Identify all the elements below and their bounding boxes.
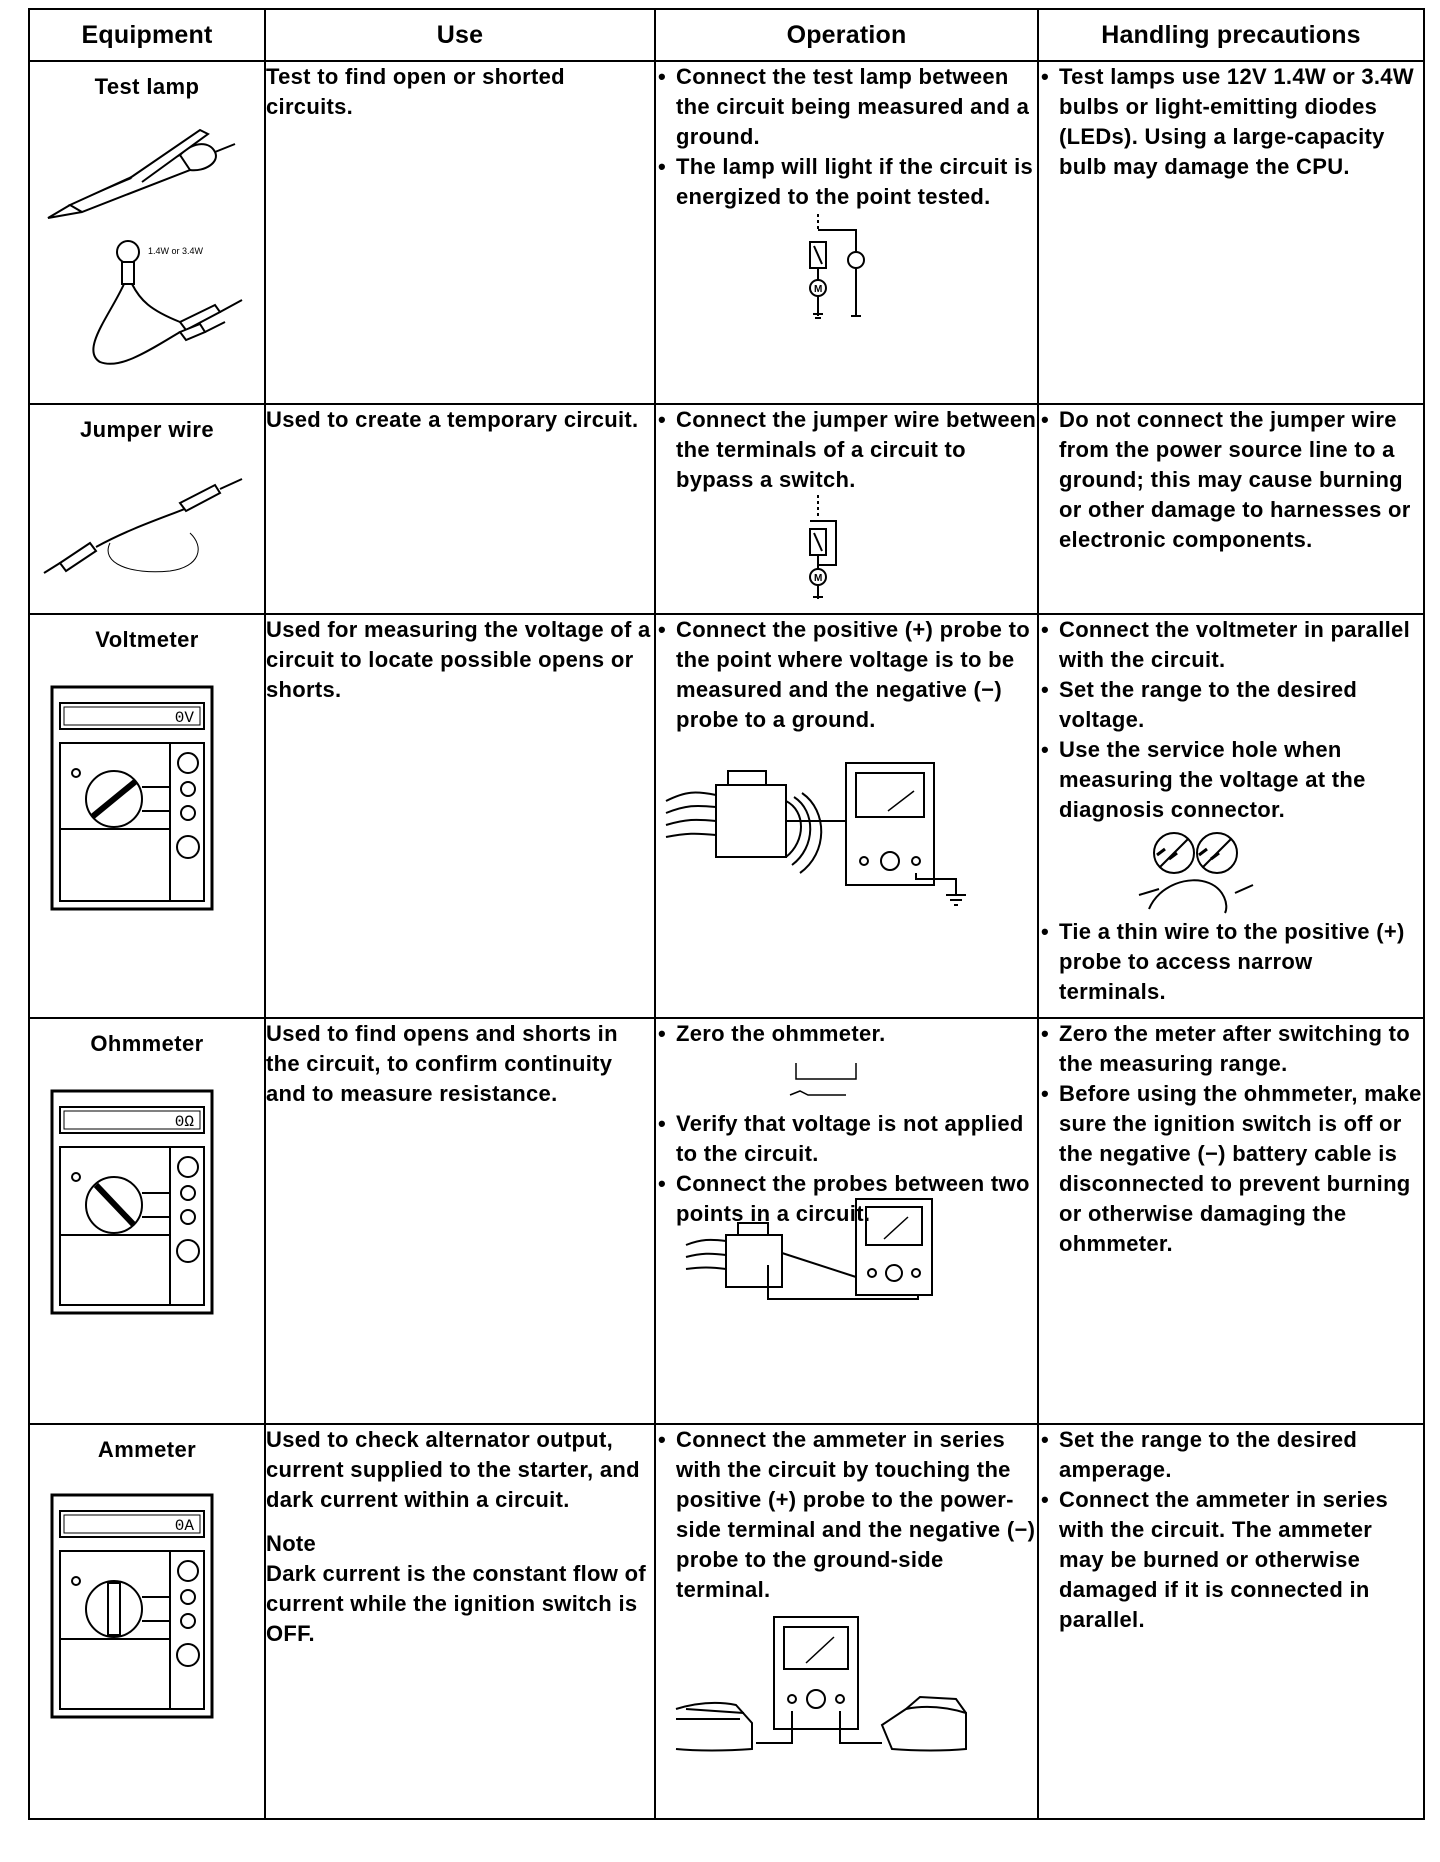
operation-step: • Connect the jumper wire between the terminals of a circuit to bypass a switch. xyxy=(656,405,1037,495)
use-cell xyxy=(265,1424,655,1819)
svg-text:M: M xyxy=(814,573,823,584)
precautions-cell xyxy=(1038,1424,1424,1819)
precautions-cell xyxy=(1038,61,1424,404)
voltmeter-illustration xyxy=(30,677,262,917)
precaution-item: • Set the range to the desired voltage. xyxy=(1039,675,1423,735)
use-text: Used to check alternator output, current supplied to the starter, and dark current within a circuit. xyxy=(266,1427,640,1512)
ammeter-illustration xyxy=(30,1485,262,1725)
table-row-test-lamp xyxy=(29,61,1424,404)
use-cell: Test to find open or shorted circuits. xyxy=(265,61,655,404)
use-cell: Used to create a temporary circuit. xyxy=(265,404,655,614)
header-handling-precautions: Handling precautions xyxy=(1038,9,1424,61)
table-row-ohmmeter xyxy=(29,1018,1424,1424)
precaution-item: • Connect the ammeter in series with the circuit. The ammeter may be burned or otherwise damaged if it is connected in parallel. xyxy=(1039,1485,1423,1635)
voltmeter-display-readout: 0V xyxy=(174,709,194,727)
operation-step: • Verify that voltage is not applied to the circuit. xyxy=(656,1109,1037,1169)
operation-cell xyxy=(655,1424,1038,1819)
service-hole-illustration xyxy=(1039,825,1399,917)
precautions-cell xyxy=(1038,404,1424,614)
precaution-item: • Before using the ohmmeter, make sure the ignition switch is off or the negative (−) battery cable is disconnected to prevent burning or otherwise damaging the ohmmeter. xyxy=(1039,1079,1423,1259)
equipment-table xyxy=(28,8,1425,1820)
precaution-item: • Zero the meter after switching to the measuring range. xyxy=(1039,1019,1423,1079)
ohmmeter-zero-diagram xyxy=(656,1049,1016,1109)
svg-text:M: M xyxy=(814,284,823,295)
operation-step: • Connect the ammeter in series with the circuit by touching the positive (+) probe to the power-side terminal and the negative (−) probe to the ground-side terminal. xyxy=(656,1425,1037,1605)
ammeter-connection-diagram xyxy=(656,1613,1016,1759)
equipment-name: Ohmmeter xyxy=(90,1031,204,1056)
operation-cell xyxy=(655,1018,1038,1424)
ammeter-display-readout: 0A xyxy=(174,1517,194,1535)
operation-step: • The lamp will light if the circuit is energized to the point tested. xyxy=(656,152,1037,212)
precaution-item: • Do not connect the jumper wire from the power source line to a ground; this may cause burning or other damage to harnesses or electronic components. xyxy=(1039,405,1423,555)
use-cell: Used to find opens and shorts in the circuit, to confirm continuity and to measure resistance. xyxy=(265,1018,655,1424)
test-lamp-probe-illustration xyxy=(30,100,262,370)
precaution-item: • Use the service hole when measuring the voltage at the diagnosis connector. xyxy=(1039,735,1423,825)
equipment-name: Ammeter xyxy=(97,1437,197,1462)
operation-cell xyxy=(655,61,1038,404)
note-text: Dark current is the constant flow of current while the ignition switch is OFF. xyxy=(266,1561,646,1646)
note-title: Note xyxy=(266,1531,317,1556)
table-row-jumper-wire xyxy=(29,404,1424,614)
table-row-voltmeter xyxy=(29,614,1424,1018)
precautions-cell xyxy=(1038,614,1424,1018)
operation-step: • Connect the positive (+) probe to the point where voltage is to be measured and the negative (−) probe to a ground. xyxy=(656,615,1037,735)
use-cell: Used for measuring the voltage of a circuit to locate possible opens or shorts. xyxy=(265,614,655,1018)
jumper-wire-illustration xyxy=(30,443,262,583)
table-header-row xyxy=(29,9,1424,61)
equipment-cell xyxy=(29,61,265,404)
operation-step: • Connect the probes between two points in a circuit. xyxy=(656,1169,1037,1229)
precaution-item: • Test lamps use 12V 1.4W or 3.4W bulbs or light-emitting diodes (LEDs). Using a large-capacity bulb may damage the CPU. xyxy=(1039,62,1423,182)
equipment-cell xyxy=(29,404,265,614)
precautions-cell xyxy=(1038,1018,1424,1424)
equipment-cell xyxy=(29,614,265,1018)
equipment-cell xyxy=(29,1424,265,1819)
table-row-ammeter xyxy=(29,1424,1424,1819)
equipment-name: Test lamp xyxy=(94,74,200,99)
precaution-item: • Set the range to the desired amperage. xyxy=(1039,1425,1423,1485)
lamp-bulb-rating-label: 1.4W or 3.4W xyxy=(148,246,204,256)
equipment-cell xyxy=(29,1018,265,1424)
operation-cell xyxy=(655,614,1038,1018)
operation-step: • Connect the test lamp between the circuit being measured and a ground. xyxy=(656,62,1037,152)
precaution-item: • Connect the voltmeter in parallel with the circuit. xyxy=(1039,615,1423,675)
operation-cell xyxy=(655,404,1038,614)
ohmmeter-illustration xyxy=(30,1081,262,1321)
header-equipment: Equipment xyxy=(29,9,265,61)
header-use: Use xyxy=(265,9,655,61)
equipment-name: Jumper wire xyxy=(79,417,214,442)
voltmeter-connection-diagram xyxy=(656,761,1016,911)
operation-step: • Zero the ohmmeter. xyxy=(656,1019,1037,1049)
precaution-item: • Tie a thin wire to the positive (+) probe to access narrow terminals. xyxy=(1039,917,1423,1007)
equipment-name: Voltmeter xyxy=(95,627,199,652)
header-operation: Operation xyxy=(655,9,1038,61)
ohmmeter-display-readout: 0Ω xyxy=(174,1113,194,1131)
